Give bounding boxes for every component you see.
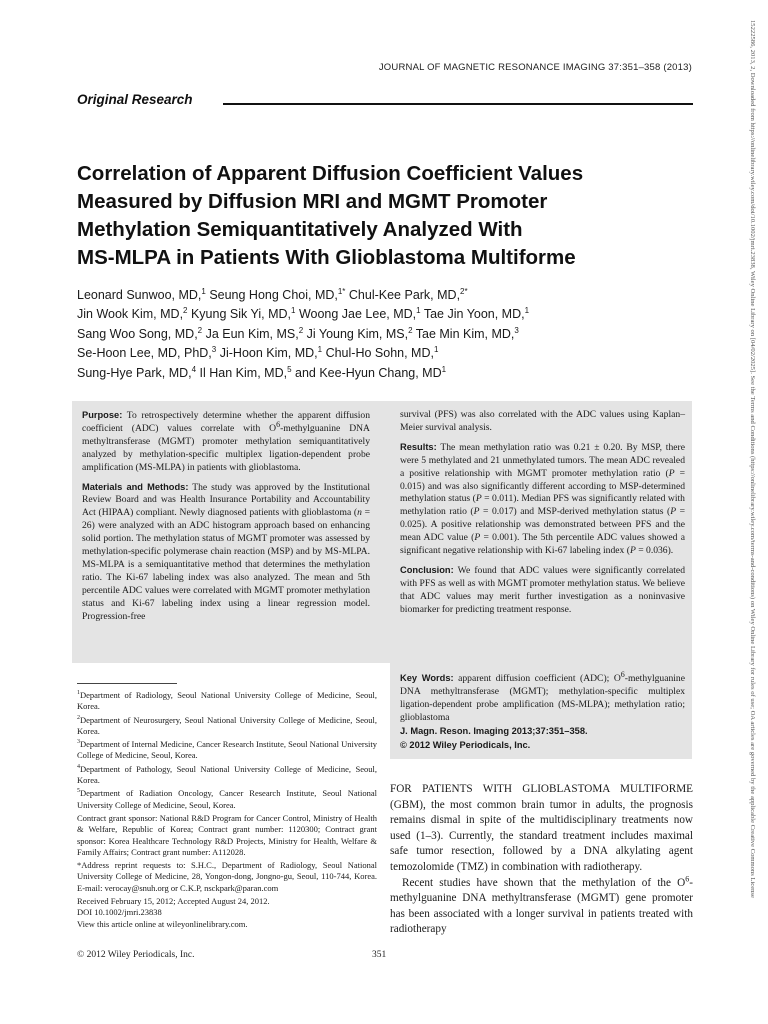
copyright-line: © 2012 Wiley Periodicals, Inc. <box>400 739 531 750</box>
abstract-methods: Materials and Methods: The study was approved by the Institutional Review Board and was Health Insurance Portability and Accountability Act (HIPAA) compliant. Newly diagnosed patients with glioblastoma (n = 26) were analyzed with an ADC histogram approach based on enhancing solid portion. The methylation status of MGMT promoter was assessed by methylation-specific polymerase chain reaction (MSP) and by MS-MLPA. MS-MLPA is a semiquantitative method that determines the methylation ratio. The Ki-67 labeling index was also analyzed. The mean and 5th percentile ADC values were correlated with MGMT promoter methylation status and Ki-67 labeling index using a linear regression model. Progression-free <box>82 481 370 622</box>
grant-sponsor: Contract grant sponsor: National R&D Program for Cancer Control, Ministry of Health & Welfare, Republic of Korea; Contract grant number: 1120300; Contract grant sponsor: Korea Healthcare Technology R&D Projects, Ministry for Health, Welfare & Family Affairs; Contract grant number: A112028. <box>77 812 377 857</box>
title-line: MS-MLPA in Patients With Glioblastoma Multiforme <box>77 246 576 269</box>
page-number: 351 <box>372 950 387 960</box>
abstract-right-column <box>400 409 685 623</box>
body-text <box>390 782 693 938</box>
section-label: Original Research <box>77 92 193 107</box>
section-rule <box>223 103 693 105</box>
abstract-methods-continued: survival (PFS) was also correlated with the ADC values using Kaplan–Meier survival analysis. <box>400 409 685 433</box>
download-watermark: 15222586, 2013, 2, Downloaded from https://onlinelibrary.wiley.com/doi/10.1002/jmri.23838, Wiley Online Library on [04/02/2025]. See the Terms and Conditions (https://onlinelibrary.wiley.com/terms-and-conditions) on Wiley Online Library for rules of use; OA articles are governed by the applicable Creative Commons License <box>749 20 756 898</box>
author-list <box>77 286 697 383</box>
author-line: Sang Woo Song, MD,$^2$ Ja Eun Kim, MS,$^2$ Ji Young Kim, MS,$^2$ Tae Min Kim, MD,$^3$ <box>77 325 519 341</box>
footnotes <box>77 690 377 930</box>
affiliation-2: $^2$Department of Neurosurgery, Seoul National University College of Medicine, Seoul, Korea. <box>77 714 377 736</box>
keywords-block <box>400 669 685 752</box>
author-line: Sung-Hye Park, MD,$^4$ Il Han Kim, MD,$^5$ and Kee-Hyun Chang, $MD^1$ <box>77 364 447 380</box>
author-line: Se-Hoon Lee, MD, PhD,$^3$ Ji-Hoon Kim, MD,$^1$ Chul-Ho Sohn, MD,$^1$ <box>77 345 439 361</box>
title-line: Methylation Semiquantitatively Analyzed With <box>77 218 523 241</box>
affiliation-3: $^3$Department of Internal Medicine, Cancer Research Institute, Seoul National University College of Medicine, Seoul, Korea. <box>77 739 377 761</box>
affiliation-1: $^1$Department of Radiology, Seoul National University College of Medicine, Seoul, Korea. <box>77 690 377 712</box>
abstract-conclusion: Conclusion: We found that ADC values were significantly correlated with PFS as well as with MGMT promoter methylation status. We believe that ADC values may merit further investigation as a noninvasive biomarker for predicting treatment response. <box>400 564 685 615</box>
article-title <box>77 160 717 272</box>
keywords-text: Key Words: apparent diffusion coefficient (ADC); $O^6$-methylguanine DNA methyltransferase (MGMT); methylation-specific multiplex ligation-dependent probe amplification (MS-MLPA); methylation ratio; glioblastoma <box>400 669 685 723</box>
abstract-left-column <box>82 409 370 630</box>
doi[interactable]: DOI 10.1002/jmri.23838 <box>77 907 162 918</box>
author-line: Leonard Sunwoo, MD,$^1$ Seung Hong Choi, MD,$^{1*}$ Chul-Kee Park, MD,$^{2*}$ <box>77 286 468 302</box>
reprint-address: *Address reprint requests to: S.H.C., Department of Radiology, Seoul National University College of Medicine, 28, Yongon-dong, Jongno-gu, Seoul, 110-744, Korea. E-mail: verocay@snuh.org or C.K.P, nsckpark@paran.com <box>77 860 377 893</box>
title-line: Measured by Diffusion MRI and MGMT Promoter <box>77 190 548 213</box>
body-paragraph: Recent studies have shown that the methylation of the $O^6$-methylguanine DNA methyltransferase (MGMT) gene promoter has been associated with a longer survival in patients treated with radiotherapy <box>390 873 693 936</box>
body-paragraph: FOR PATIENTS WITH GLIOBLASTOMA MULTIFORME (GBM), the most common brain tumor in adults, the prognosis remains dismal in spite of the multidisciplinary treatments now used (1–3). Currently, the standard treatment includes maximal safe tumor resection, followed by a DNA alkylating agent temozolomide (TMZ) in combination with radiotherapy. <box>390 783 693 873</box>
footnote-rule <box>77 683 177 684</box>
abstract-purpose: Purpose: To retrospectively determine whether the apparent diffusion coefficient (ADC) values correlate with $O^6$-methylguanine DNA methyltransferase (MGMT) promoter methylation semiquantitatively analyzed by methylation-specific multiplex ligation-dependent probe amplification (MS-MLPA) in patients with glioblastoma. <box>82 410 370 473</box>
online-link[interactable]: View this article online at wileyonlinelibrary.com. <box>77 918 248 929</box>
abstract-results: Results: The mean methylation ratio was 0.21 ± 0.20. By MSP, there were 5 methylated and 21 unmethylated tumors. The mean ADC revealed a positive relationship with MGMT promoter methylation ratio (P = 0.015) and was also significantly different according to MSP-determined methylation status (P = 0.011). Median PFS was significantly related with methylation ratio (P = 0.017) and MSP-derived methylation status (P = 0.025). A positive relationship was demonstrated between PFS and the mean ADC value (P = 0.001). The 5th percentile ADC values showed a significant negative relationship with Ki-67 labeling index (P = 0.036). <box>400 441 686 557</box>
title-line: Correlation of Apparent Diffusion Coefficient Values <box>77 162 584 185</box>
author-line: Jin Wook Kim, MD,$^2$ Kyung Sik Yi, MD,$^1$ Woong Jae Lee, MD,$^1$ Tae Jin Yoon, MD,$^1$ <box>77 306 530 322</box>
journal-header: JOURNAL OF MAGNETIC RESONANCE IMAGING 37:351–358 (2013) <box>378 62 692 73</box>
affiliation-4: $^4$Department of Pathology, Seoul National University College of Medicine, Seoul, Korea. <box>77 763 377 786</box>
received-date: Received February 15, 2012; Accepted August 24, 2012. <box>77 896 270 907</box>
citation-line: J. Magn. Reson. Imaging 2013;37:351–358. <box>400 725 588 736</box>
affiliation-5: $^5$Department of Radiation Oncology, Cancer Research Institute, Seoul National University College of Medicine, Seoul, Korea. <box>77 788 377 810</box>
footer-copyright: © 2012 Wiley Periodicals, Inc. <box>77 950 195 960</box>
